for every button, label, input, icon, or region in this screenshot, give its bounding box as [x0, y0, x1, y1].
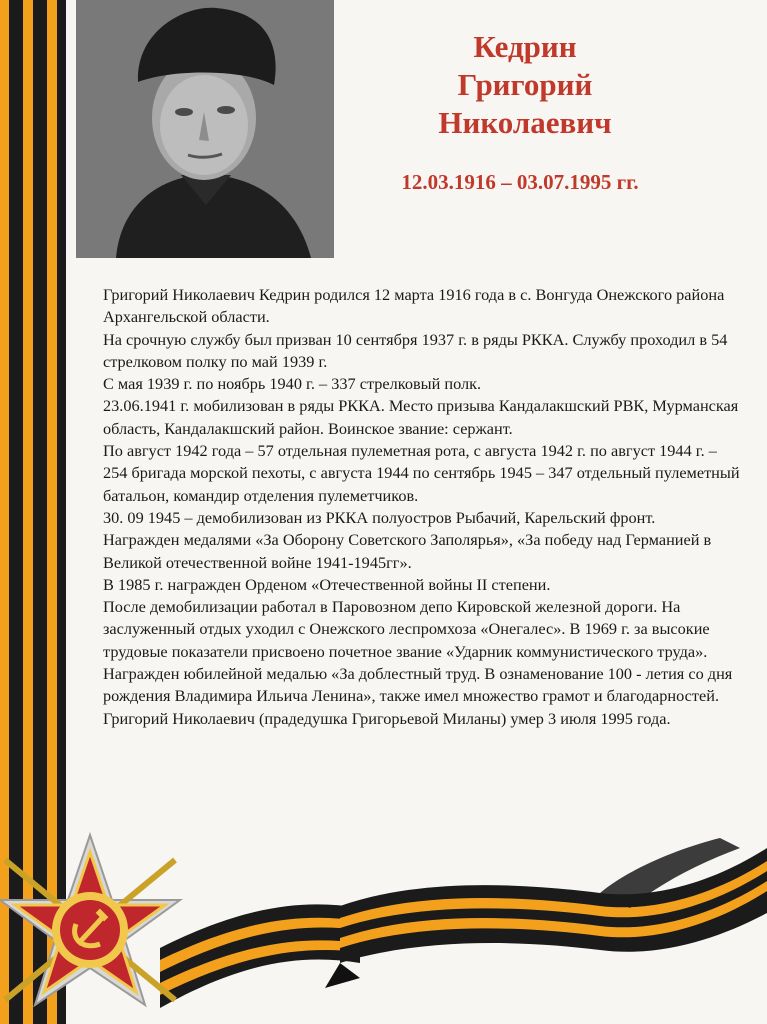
- paragraph: На срочную службу был призван 10 сентября 1937 г. в ряды РККА. Службу проходил в 54 стрелковом полку по май 1939 г.: [103, 329, 728, 371]
- paragraph: 23.06.1941 г. мобилизован в ряды РККА. Место призыва Кандалакшский РВК, Мурманская область, Кандалакшский район. Воинское звание: сержант.: [103, 396, 739, 438]
- paragraph: Григорий Николаевич (прадедушка Григорьевой Миланы) умер 3 июля 1995 года.: [103, 708, 671, 728]
- patronymic: Николаевич: [438, 105, 612, 140]
- paragraph: 30. 09 1945 – демобилизован из РККА полуостров Рыбачий, Карельский фронт.: [103, 507, 656, 527]
- biography-text: [103, 284, 743, 730]
- order-of-patriotic-war-icon: [0, 830, 200, 1024]
- life-dates: 12.03.1916 – 03.07.1995 гг.: [401, 170, 639, 194]
- paragraph: После демобилизации работал в Паровозном депо Кировской железной дороги. На заслуженный отдых уходил с Онежского леспромхоза «Онегалес». В 1969 г. за высокие трудовые показатели присвоено почетное звание «Ударник коммунистического труда». Награжден юбилейной медалью «За доблестный труд. В ознаменование 100 - летия со дня рождения Владимира Ильича Ленина», также имел множество грамот и благодарностей.: [103, 597, 733, 706]
- person-name: [395, 28, 655, 142]
- st-george-ribbon-banner: [160, 838, 767, 1024]
- paragraph: В 1985 г. награжден Орденом «Отечественной войны II степени.: [103, 574, 551, 594]
- portrait-photo: [76, 0, 334, 258]
- paragraph: С мая 1939 г. по ноябрь 1940 г. – 337 стрелковый полк.: [103, 374, 482, 394]
- surname: Кедрин: [473, 29, 577, 64]
- paragraph: Награжден медалями «За Оборону Советского Заполярья», «За победу над Германией в Великой отечественной войне 1941-1945гг».: [103, 530, 712, 572]
- paragraph: По август 1942 года – 57 отдельная пулеметная рота, с августа 1942 г. по август 1944 г. – 254 бригада морской пехоты, с августа 1944 по сентябрь 1945 – 347 отдельный пулеметный батальон, командир отделения пулеметчиков.: [103, 441, 740, 505]
- first-name: Григорий: [457, 67, 593, 102]
- paragraph: Григорий Николаевич Кедрин родился 12 марта 1916 года в с. Вонгуда Онежского района Архангельской области.: [103, 285, 725, 327]
